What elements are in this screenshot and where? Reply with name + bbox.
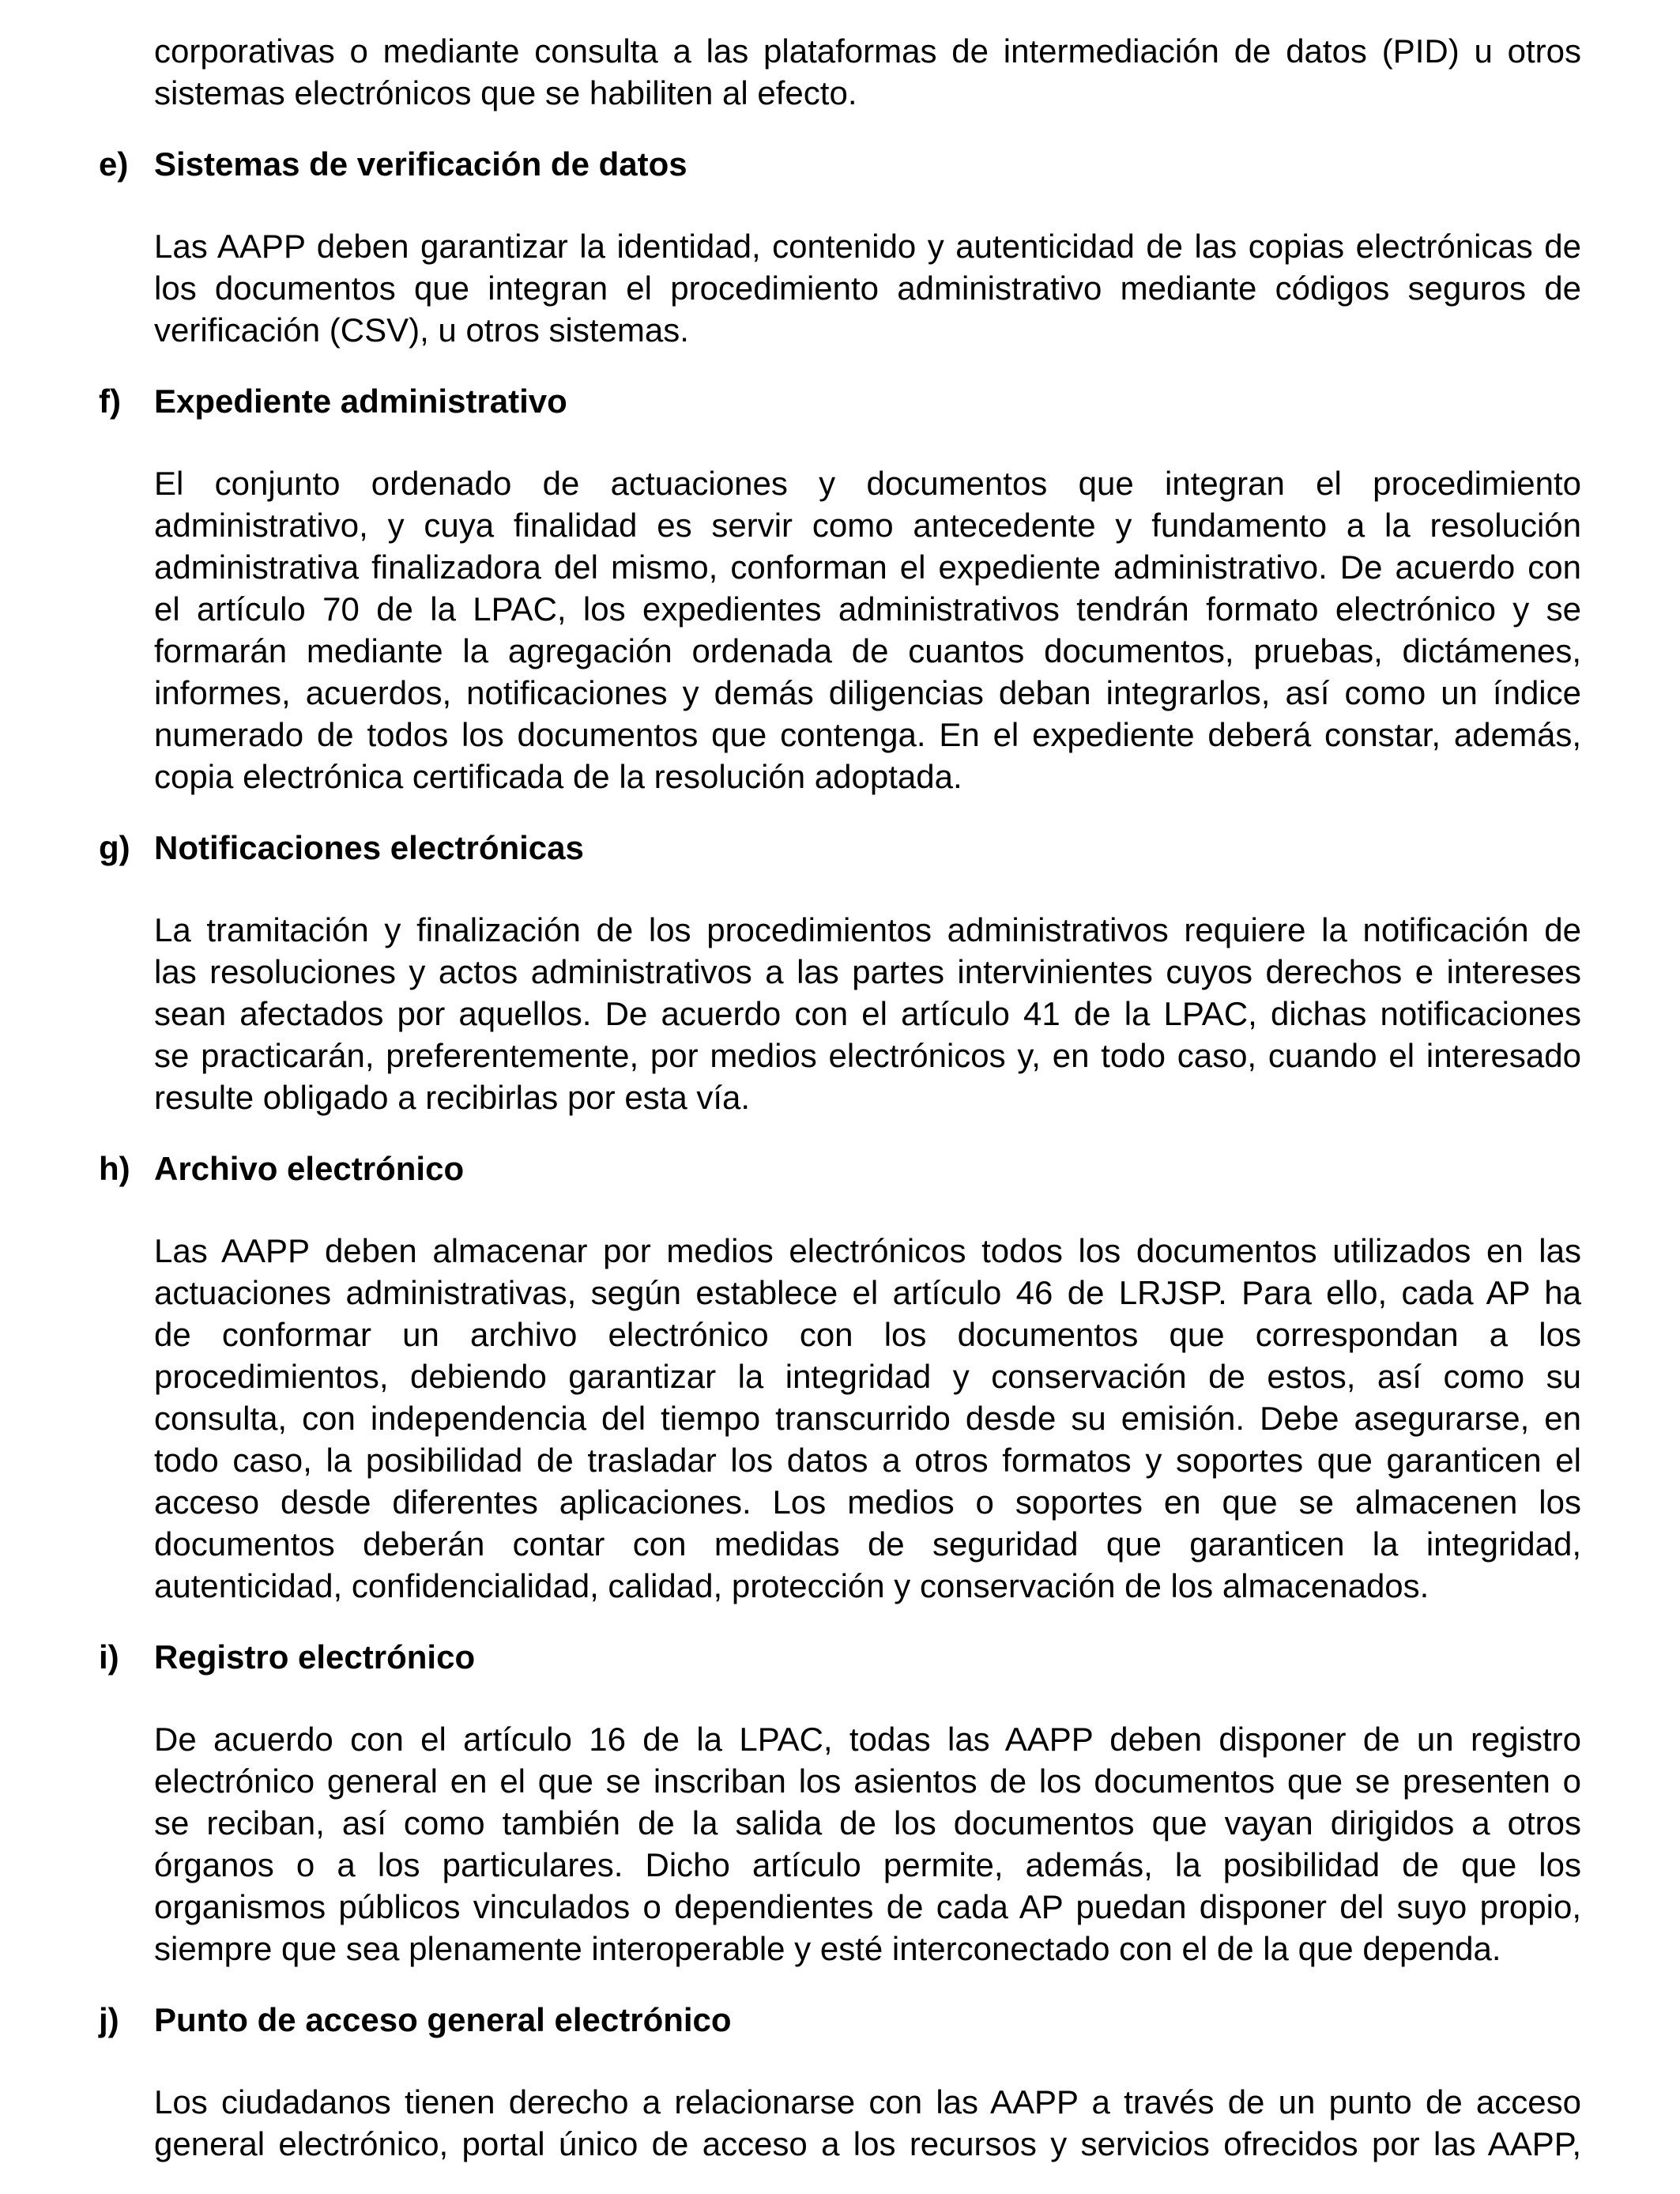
section-heading: [99, 827, 584, 869]
paragraph-line: administrativo, y cuya finalidad es servir como antecedente y fundamento a la resolución: [154, 507, 1581, 544]
paragraph-line: se reciban, así como también de la salida de los documentos que vayan dirigidos a otros: [154, 1804, 1581, 1842]
paragraph-line: procedimientos, debiendo garantizar la integridad y conservación de estos, así como su: [154, 1358, 1581, 1395]
section-title: Sistemas de verificación de datos: [154, 145, 687, 183]
paragraph-line: sean afectados por aquellos. De acuerdo con el artículo 41 de la LPAC, dichas notificaciones: [154, 995, 1581, 1032]
paragraph-line: Los ciudadanos tienen derecho a relacionarse con las AAPP a través de un punto de acceso: [154, 2083, 1581, 2120]
section-title: Punto de acceso general electrónico: [154, 2001, 732, 2038]
paragraph-line: órganos o a los particulares. Dicho artículo permite, además, la posibilidad de que los: [154, 1846, 1581, 1883]
paragraph-line: general electrónico, portal único de acceso a los recursos y servicios ofrecidos por las AAPP,: [154, 2125, 1581, 2162]
paragraph-line: El conjunto ordenado de actuaciones y documentos que integran el procedimiento: [154, 465, 1581, 502]
section-title: Notificaciones electrónicas: [154, 829, 584, 866]
section-heading: [99, 1636, 475, 1678]
paragraph-line: autenticidad, confidencialidad, calidad, protección y conservación de los almacenados.: [154, 1567, 1430, 1604]
paragraph-line: corporativas o mediante consulta a las plataformas de intermediación de datos (PID) u otros: [154, 32, 1581, 70]
paragraph-line: el artículo 70 de la LPAC, los expedientes administrativos tendrán formato electrónico y se: [154, 590, 1581, 628]
section-label: h): [99, 1150, 130, 1187]
section-heading: [99, 143, 687, 185]
paragraph-line: La tramitación y finalización de los procedimientos administrativos requiere la notificación de: [154, 911, 1581, 948]
paragraph-line: los documentos que integran el procedimiento administrativo mediante códigos seguros de: [154, 270, 1581, 307]
paragraph-line: electrónico general en el que se inscriban los asientos de los documentos que se presenten o: [154, 1762, 1581, 1800]
section-title: Archivo electrónico: [154, 1150, 465, 1187]
paragraph-line: todo caso, la posibilidad de trasladar los datos a otros formatos y soportes que garanticen el: [154, 1442, 1581, 1479]
section-heading: [99, 1148, 464, 1189]
paragraph-line: numerado de todos los documentos que contenga. En el expediente deberá constar, además,: [154, 716, 1581, 753]
paragraph-line: actuaciones administrativas, según establece el artículo 46 de LRJSP. Para ello, cada AP ha: [154, 1274, 1581, 1311]
paragraph-line: copia electrónica certificada de la resolución adoptada.: [154, 758, 962, 795]
section-title: Registro electrónico: [154, 1638, 476, 1676]
section-heading: [99, 1999, 732, 2041]
section-heading: [99, 380, 567, 422]
paragraph-line: organismos públicos vinculados o dependientes de cada AP puedan disponer del suyo propio,: [154, 1888, 1581, 1925]
paragraph-line: informes, acuerdos, notificaciones y demás diligencias deban integrarlos, así como un índice: [154, 674, 1581, 711]
paragraph-line: administrativa finalizadora del mismo, conforman el expediente administrativo. De acuerdo con: [154, 548, 1581, 586]
section-label: g): [99, 829, 130, 866]
paragraph-line: verificación (CSV), u otros sistemas.: [154, 311, 689, 349]
paragraph-line: De acuerdo con el artículo 16 de la LPAC, todas las AAPP deben disponer de un registro: [154, 1721, 1581, 1758]
section-label: f): [99, 383, 121, 420]
paragraph-line: las resoluciones y actos administrativos a las partes intervinientes cuyos derechos e intereses: [154, 953, 1581, 990]
paragraph-line: se practicarán, preferentemente, por medios electrónicos y, en todo caso, cuando el interesado: [154, 1037, 1581, 1074]
paragraph-line: Las AAPP deben almacenar por medios electrónicos todos los documentos utilizados en las: [154, 1232, 1581, 1269]
paragraph-line: Las AAPP deben garantizar la identidad, contenido y autenticidad de las copias electrónicas de: [154, 228, 1581, 265]
section-label: j): [99, 2001, 119, 2038]
paragraph-line: de conformar un archivo electrónico con los documentos que correspondan a los: [154, 1316, 1581, 1353]
section-label: i): [99, 1638, 119, 1676]
paragraph-line: acceso desde diferentes aplicaciones. Los medios o soportes en que se almacenen los: [154, 1483, 1581, 1521]
paragraph-line: siempre que sea plenamente interoperable y esté interconectado con el de la que dependa.: [154, 1930, 1501, 1967]
paragraph-line: formarán mediante la agregación ordenada de cuantos documentos, pruebas, dictámenes,: [154, 632, 1581, 669]
section-label: e): [99, 145, 129, 183]
paragraph-line: consulta, con independencia del tiempo transcurrido desde su emisión. Debe asegurarse, en: [154, 1400, 1581, 1437]
section-title: Expediente administrativo: [154, 383, 567, 420]
paragraph-line: resulte obligado a recibirlas por esta vía.: [154, 1079, 751, 1116]
paragraph-line: sistemas electrónicos que se habiliten al efecto.: [154, 74, 857, 111]
paragraph-line: documentos deberán contar con medidas de seguridad que garanticen la integridad,: [154, 1525, 1581, 1563]
